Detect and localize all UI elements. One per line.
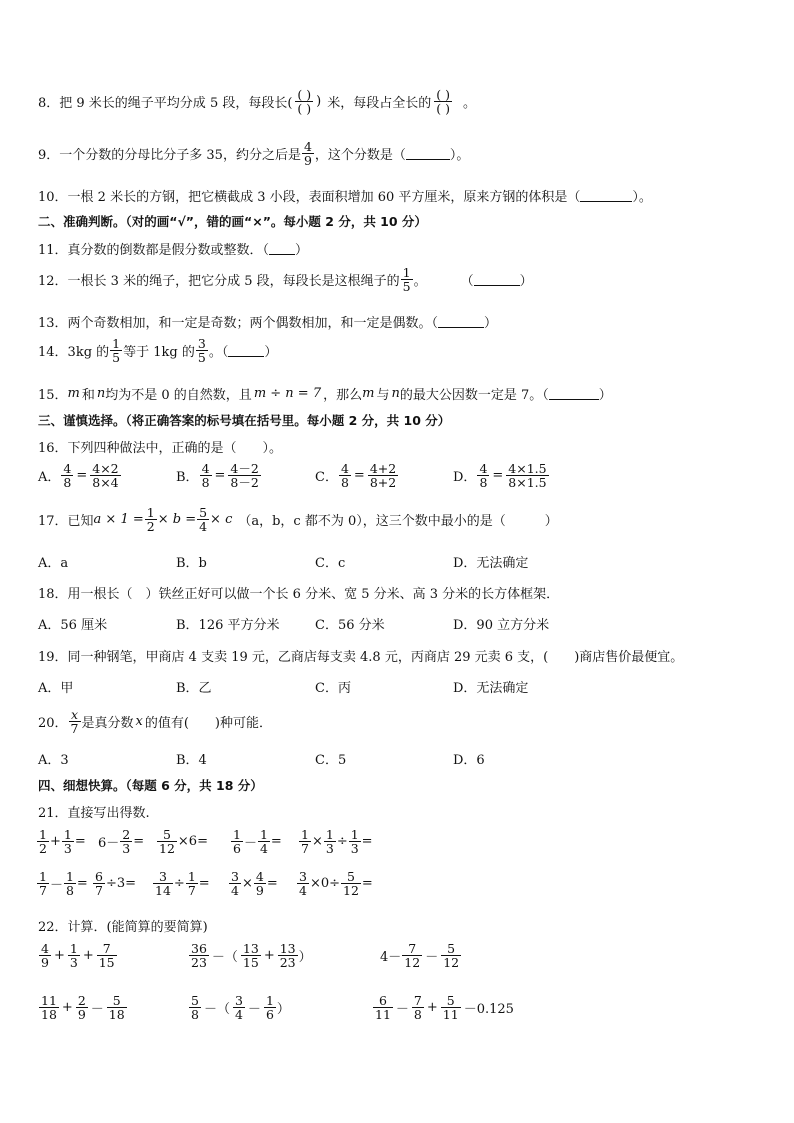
q16-option-d[interactable]: D． $\frac{4}{8}$ = $\frac{4\times 1.5}{8\times 1.5}$ [453,461,547,491]
q12-text-a: 12．一根长 3 米的绳子，把它分成 5 段，每段长是这根绳子的 [38,274,400,290]
question-22-stem: 22．计算．(能简算的要简算) [38,920,208,935]
q14-fraction-1: $\frac{1}{5}$ [112,336,121,366]
question-14 [38,337,277,364]
q10-text-b: ）。 [632,190,652,205]
q15-var-m: m [67,386,80,401]
q21-item-1: $\frac{1}{2}$ + $\frac{1}{3}$ = [39,827,86,857]
q17-option-d[interactable]: D．无法确定 [453,556,529,571]
q9-answer-blank[interactable] [406,147,450,160]
q15-equation: m ÷ n = 7 [253,386,322,401]
q14-answer-blank[interactable] [228,344,264,357]
q21-item-8: $\frac{3}{14}$ ÷ $\frac{1}{7}$ = [155,869,210,899]
q8-text-d: 。 [462,96,476,112]
q14-text-a: 14．3kg 的 [38,345,110,361]
q20-option-c[interactable]: C．5 [315,753,347,768]
q15-var-n: n [96,386,106,401]
q21-item-6: $\frac{1}{7}$ － $\frac{1}{8}$ = [39,869,88,899]
q14-text-b: 等于 1kg 的 [123,345,195,361]
q21-item-5: $\frac{1}{7}$ × $\frac{1}{3}$ ÷ $\frac{1}{3}$ = [301,827,373,857]
question-18-stem: 18．用一根长（ ）铁丝正好可以做一个长 6 分米、宽 5 分米、高 3 分米的长方体框架． [38,587,560,602]
q15-text-a: 15． [38,388,68,403]
q21-item-9: $\frac{3}{4}$ × $\frac{4}{9}$ = [231,869,278,899]
q14-fraction-2: $\frac{3}{5}$ [197,336,206,366]
q15-text-b: 均为不是 0 的自然数，且 [105,388,252,403]
q10-text-a: 10．一根 2 米长的方钢，把它横截成 3 小段，表面积增加 60 平方厘米，原来方钢的体积是（ [38,190,581,205]
q19-option-c[interactable]: C．丙 [315,681,351,696]
q9-text-a: 9．一个分数的分母比分子多 35，约分之后是 [38,148,301,164]
q19-option-d[interactable]: D．无法确定 [453,681,529,696]
q19-option-a[interactable]: A．甲 [38,681,74,696]
q15-var-m-2: m [362,386,375,401]
question-19-stem: 19．同一种钢笔，甲商店 4 支卖 19 元，乙商店每支卖 4.8 元，丙商店 29 元卖 6 支，( )商店售价最便宜。 [38,650,684,665]
q13-text-a: 13．两个奇数相加，和一定是奇数；两个偶数相加，和一定是偶数。（ [38,316,439,331]
q22-item-2: $\frac{36}{23}$ －（ $\frac{13}{15}$ + $\frac{13}{23}$ ） [191,941,312,971]
q17-option-c[interactable]: C．c [315,556,346,571]
question-17: 17．已知 a × 1 = $\frac{1}{2}$ × b = $\frac{5}{4}$ × c （a，b，c 都不为 0），这三个数中最小的是（ ） [38,505,558,535]
q15-var-n-2: n [391,386,400,401]
q22-item-5: $\frac{5}{8}$ －（ $\frac{3}{4}$ － $\frac{1}{6}$ ） [191,993,290,1023]
q19-option-b[interactable]: B．乙 [176,681,212,696]
q18-option-d[interactable]: D．90 立方分米 [453,618,550,633]
q15-text-c: ，那么 [323,388,363,403]
q11-text-a: 11．真分数的倒数都是假分数或整数．（ [38,243,270,258]
q17-option-a[interactable]: A．a [38,556,69,571]
q15-text-e: 的最大公因数一定是 7。（ [399,388,549,403]
section-2-heading: 二、准确判断。（对的画“√”，错的画“×”。每小题 2 分，共 10 分） [38,214,427,229]
question-13 [38,312,497,331]
q14-text-e: ） [264,345,278,361]
q12-fraction: $\frac{1}{5}$ [402,265,411,295]
q15-text-and: 和 [81,388,95,403]
q10-answer-blank[interactable] [580,189,632,202]
q12-text-c: （ [460,274,474,290]
q21-item-10: $\frac{3}{4}$ ×0÷ $\frac{5}{12}$ = [299,869,373,899]
q20-option-d[interactable]: D．6 [453,753,485,768]
q16-option-c[interactable]: C． $\frac{4}{8}$ = $\frac{4+2}{8+2}$ [315,461,397,491]
q8-text-a: 8．把 9 米长的绳子平均分成 5 段，每段长( [38,96,293,112]
q20-option-b[interactable]: B．4 [176,753,207,768]
question-9 [38,140,469,167]
q8-text-c: 米，每段占全长的 [327,96,432,112]
q8-text-b: ) [316,94,322,110]
q17-option-b[interactable]: B．b [176,556,207,571]
q13-text-b: ） [484,316,498,331]
q21-item-3: $\frac{5}{12}$ ×6= [159,827,208,857]
q12-text-e: ） [519,274,533,290]
q21-item-2: 6－ $\frac{2}{3}$ = [98,827,145,857]
q12-answer-blank[interactable] [474,273,520,286]
q14-text-c: 。（ [208,345,229,361]
q15-answer-blank[interactable] [549,387,599,400]
q22-item-1: $\frac{4}{9}$ + $\frac{1}{3}$ + $\frac{7}{15}$ [41,941,115,971]
q22-item-4: $\frac{11}{18}$ + $\frac{2}{9}$ － $\frac{5}{18}$ [41,993,125,1023]
section-3-heading: 三、谨慎选择。（将正确答案的标号填在括号里。每小题 2 分，共 10 分） [38,413,451,428]
q18-option-b[interactable]: B．126 平方分米 [176,618,280,633]
question-15 [38,384,612,403]
question-20: 20． $\frac{x}{7}$ 是真分数 x 的值有( )种可能． [38,707,273,737]
q18-option-a[interactable]: A．56 厘米 [38,618,108,633]
question-8 [38,88,476,115]
q11-answer-blank[interactable] [269,242,295,255]
question-11 [38,239,308,258]
q9-text-c: ）。 [449,148,470,164]
section-4-heading: 四、细想快算。（每题 6 分，共 18 分） [38,778,263,793]
question-12 [38,266,533,293]
question-16-stem: 16．下列四种做法中，正确的是（ ）。 [38,441,283,456]
q22-item-3: 4－ $\frac{7}{12}$ － $\frac{5}{12}$ [380,941,460,971]
q16-option-b[interactable]: B． $\frac{4}{8}$ = $\frac{4-2}{8-2}$ [176,461,259,491]
q21-item-7: $\frac{6}{7}$ ÷3= [95,869,137,899]
q15-text-f: ） [598,388,612,403]
q21-item-4: $\frac{1}{6}$ － $\frac{1}{4}$ = [233,827,282,857]
q13-answer-blank[interactable] [438,315,484,328]
q15-text-d: 与 [376,388,390,403]
q9-text-b: ，这个分数是（ [314,148,406,164]
q8-fraction-blank-2[interactable]: $\frac{( )}{( )}$ [436,87,450,117]
q16-option-a[interactable]: A． $\frac{4}{8}$ = $\frac{4\times 2}{8\times 4}$ [38,461,119,491]
q22-item-6: $\frac{6}{11}$ － $\frac{7}{8}$ + $\frac{5}{11}$ －0.125 [375,993,514,1023]
question-21-stem: 21．直接写出得数. [38,806,150,821]
q12-text-b: 。 [413,274,427,290]
q20-option-a[interactable]: A．3 [38,753,69,768]
q9-fraction: $\frac{4}{9}$ [303,139,312,169]
q18-option-c[interactable]: C．56 分米 [315,618,385,633]
question-10 [38,186,652,205]
q11-text-b: ） [295,243,309,258]
q8-fraction-blank-1[interactable]: $\frac{( )}{( )}$ [297,87,312,117]
